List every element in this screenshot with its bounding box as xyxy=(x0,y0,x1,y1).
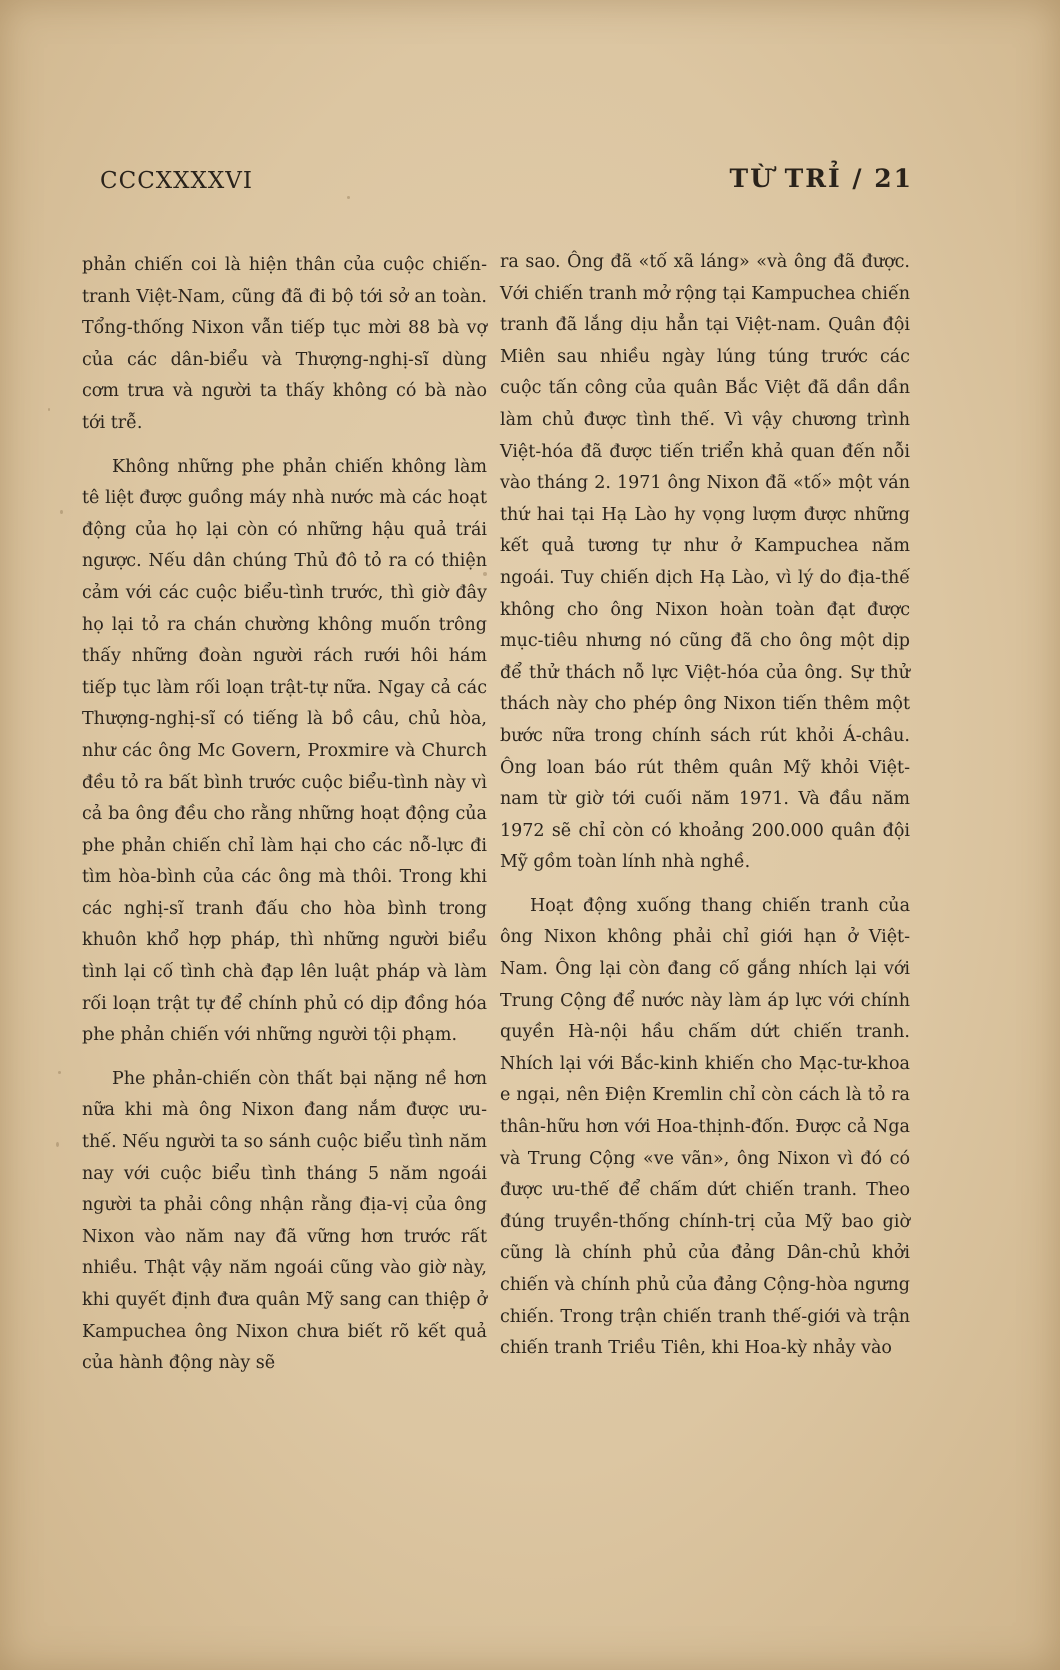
paper-speck xyxy=(48,408,50,411)
paragraph: phản chiến coi là hiện thân của cuộc chiến-tranh Việt-Nam, cũng đã đi bộ tới sở an toàn. Tổng-thống Nixon vẫn tiếp tục mời 88 bà vợ của các dân-biểu và Thượng-nghị-sĩ dùng cơm trưa và người ta thấy không có bà nào tới trễ. xyxy=(82,255,487,433)
paper-speck xyxy=(347,196,350,199)
page-number-roman: CCCXXXXVI xyxy=(100,168,253,194)
paper-speck xyxy=(58,1071,61,1074)
paragraph: Phe phản-chiến còn thất bại nặng nề hơn nữa khi mà ông Nixon đang nắm được ưu-thế. Nếu người ta so sánh cuộc biểu tình năm nay với cuộc biểu tình tháng 5 năm ngoái người ta phải công nhận rằng địa-vị của ông Nixon vào năm nay đã vững hơn trước rất nhiều. Thật vậy năm ngoái cũng vào giờ này, khi quyết định đưa quân Mỹ sang can thiệp ở Kampuchea ông Nixon chưa biết rõ kết quả của hành động này sẽ xyxy=(82,1068,487,1374)
paragraph: Không những phe phản chiến không làm tê liệt được guồng máy nhà nước mà các hoạt động của họ lại còn có những hậu quả trái ngược. Nếu dân chúng Thủ đô tỏ ra có thiện cảm với các cuộc biểu-tình trước, thì giờ đây họ lại tỏ ra chán chường không muốn trông thấy những đoàn người rách rưới hôi hám tiếp tục làm rối loạn trật-tự nữa. Ngay cả các Thượng-nghị-sĩ có tiếng là bồ câu, chủ hòa, như các ông Mc Govern, Proxmire và Church đều tỏ ra bất bình trước cuộc biểu-tình này vì cả ba ông đều cho rằng những hoạt động của phe phản chiến chỉ làm hại cho các nỗ-lực đi tìm hòa-bình của các ông mà thôi. Trong khi các nghị-sĩ tranh đấu cho hòa bình trong khuôn khổ hợp pháp, thì những người biểu tình lại cố tình chà đạp lên luật pháp và làm rối loạn trật tự để chính phủ có dịp đồng hóa phe phản chiến với những người tội phạm. xyxy=(82,456,487,1046)
paper-speck xyxy=(60,510,63,514)
paragraph: Hoạt động xuống thang chiến tranh của ông Nixon không phải chỉ giới hạn ở Việt-Nam. Ông lại còn đang cố gắng nhích lại với Trung Cộng để nước này làm áp lực với chính quyền Hà-nội hầu chấm dứt chiến tranh. Nhích lại với Bắc-kinh khiến cho Mạc-tư-khoa e ngại, nên Điện Kremlin chỉ còn cách là tỏ ra thân-hữu hơn với Hoa-thịnh-đốn. Được cả Nga và Trung Cộng «ve vãn», ông Nixon vì đó có được ưu-thế để chấm dứt chiến tranh. Theo đúng truyền-thống chính-trị của Mỹ bao giờ cũng là chính phủ của đảng Dân-chủ khởi chiến và chính phủ của đảng Cộng-hòa ngưng chiến. Trong trận chiến tranh thế-giới và trận chiến tranh Triều Tiên, khi Hoa-kỳ nhảy vào xyxy=(500,895,910,1359)
right-column xyxy=(500,247,910,1365)
left-column xyxy=(82,250,487,1380)
paper-speck xyxy=(56,1142,59,1147)
paragraph: ra sao. Ông đã «tố xã láng» «và ông đã được. Với chiến tranh mở rộng tại Kampuchea chiến tranh đã lắng dịu hẳn tại Việt-nam. Quân đội Miên sau nhiều ngày lúng túng trước các cuộc tấn công của quân Bắc Việt đã dần dần làm chủ được tình thế. Vì vậy chương trình Việt-hóa đã được tiến triển khả quan đến nỗi vào tháng 2. 1971 ông Nixon đã «tố» một ván thứ hai tại Hạ Lào hy vọng lượm được những kết quả tương tự như ở Kampuchea năm ngoái. Tuy chiến dịch Hạ Lào, vì lý do địa-thế không cho ông Nixon hoàn toàn đạt được mục-tiêu nhưng nó cũng đã cho ông một dịp để thử thách nỗ lực Việt-hóa của ông. Sự thử thách này cho phép ông Nixon tiến thêm một bước nữa trong chính sách rút khỏi Á-châu. Ông loan báo rút thêm quân Mỹ khỏi Việt-nam từ giờ tới cuối năm 1971. Và đầu năm 1972 sẽ chỉ còn có khoảng 200.000 quân đội Mỹ gồm toàn lính nhà nghề. xyxy=(500,252,910,873)
section-title: TỪ TRỈ / 21 xyxy=(729,164,913,193)
paper-speck xyxy=(483,572,487,576)
